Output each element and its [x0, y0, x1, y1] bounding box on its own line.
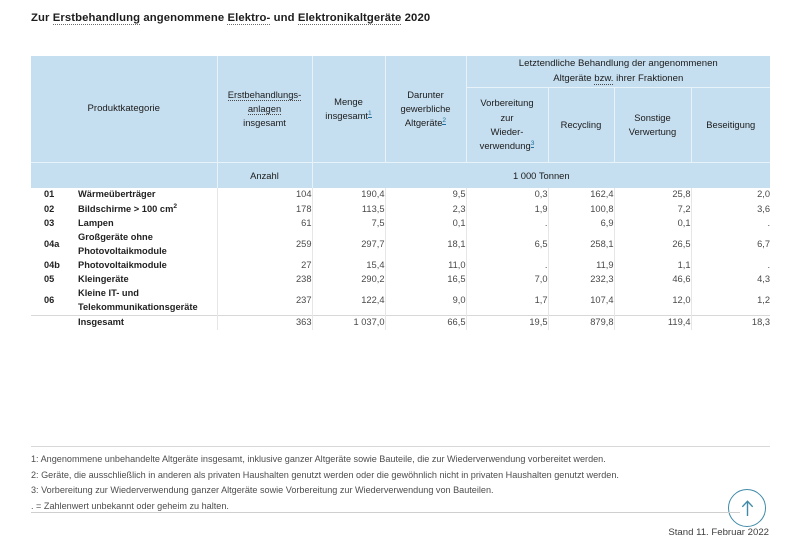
cell-plants: 237: [217, 287, 312, 315]
row-code: 04b: [31, 259, 78, 273]
header-gewerbliche-l3: Altgeräte: [404, 116, 443, 128]
row-code: [31, 315, 78, 329]
cell-disposal: 18,3: [691, 315, 770, 329]
stand-date: Stand 11. Februar 2022: [668, 527, 769, 538]
header-menge-l1: Menge: [334, 95, 363, 107]
row-name: [78, 287, 217, 315]
table-row: [31, 287, 770, 315]
header-sonstige-l1: Sonstige: [634, 111, 671, 123]
cell-recycling: 6,9: [548, 217, 614, 231]
cell-commercial: 9,0: [385, 287, 466, 315]
header-erstbehandlungsanlagen-l3: insgesamt: [243, 116, 286, 128]
cell-disposal: .: [691, 259, 770, 273]
cell-amount: 190,4: [312, 188, 385, 202]
row-code: 06: [31, 287, 78, 315]
table-row: [31, 188, 770, 202]
cell-other: 1,1: [614, 259, 691, 273]
header-group-l2a: Altgeräte: [553, 73, 595, 85]
cell-other: 0,1: [614, 217, 691, 231]
cell-other: 7,2: [614, 202, 691, 217]
cell-other: 25,8: [614, 188, 691, 202]
cell-amount: 297,7: [312, 231, 385, 259]
row-code: 03: [31, 217, 78, 231]
cell-reuse: 6,5: [466, 231, 548, 259]
row-name: [78, 188, 217, 202]
row-name-text: Wärmeüberträger: [78, 189, 156, 200]
header-sonstige-verwertung: [614, 87, 691, 162]
cell-commercial: 0,1: [385, 217, 466, 231]
header-beseitigung: Beseitigung: [691, 87, 770, 162]
cell-commercial: 2,3: [385, 202, 466, 217]
cell-amount: 290,2: [312, 273, 385, 287]
cell-reuse: 1,7: [466, 287, 548, 315]
cell-commercial: 18,1: [385, 231, 466, 259]
header-produktkategorie: Produktkategorie: [31, 56, 217, 162]
row-name-text: Insgesamt: [78, 316, 124, 327]
cell-amount: 7,5: [312, 217, 385, 231]
row-name-text: Großgeräte ohne Photovoltaikmodule: [78, 232, 167, 257]
cell-reuse: .: [466, 217, 548, 231]
header-row-1: [31, 56, 770, 87]
footnote-line: 2: Geräte, die ausschließlich in anderen als privaten Haushalten genutzt werden oder die gewöhnlich nicht in privaten Haushalten genutzt werden.: [31, 469, 619, 480]
table-row: [31, 202, 770, 217]
cell-plants: 238: [217, 273, 312, 287]
header-erstbehandlungsanlagen-l2: anlagen: [247, 102, 282, 114]
header-group-l2b: ihrer Fraktionen: [613, 73, 684, 85]
header-menge-insgesamt: [312, 56, 385, 162]
data-table-container: [31, 56, 770, 330]
cell-plants: 363: [217, 315, 312, 329]
cell-disposal: 2,0: [691, 188, 770, 202]
cell-other: 46,6: [614, 273, 691, 287]
table-row: [31, 315, 770, 329]
footnote-ref-2[interactable]: 2: [442, 116, 447, 124]
row-code: 05: [31, 273, 78, 287]
header-recycling: Recycling: [548, 87, 614, 162]
row-name-text: Photovoltaikmodule: [78, 259, 167, 270]
footer-divider: [31, 512, 740, 513]
table-bottom-rule: [31, 446, 770, 447]
cell-amount: 122,4: [312, 287, 385, 315]
cell-recycling: 100,8: [548, 202, 614, 217]
footnote-line: 3: Vorbereitung zur Wiederverwendung ganzer Altgeräte sowie Vorbereitung zur Wiederverwendung von Bauteilen.: [31, 485, 494, 496]
cell-amount: 113,5: [312, 202, 385, 217]
row-code: 01: [31, 188, 78, 202]
cell-plants: 27: [217, 259, 312, 273]
row-name-text: Kleine IT- und Telekommunikationsgeräte: [78, 287, 198, 312]
header-vorbereitung-l3: Wieder-: [490, 125, 524, 137]
cell-recycling: 879,8: [548, 315, 614, 329]
header-unit-anzahl: Anzahl: [217, 162, 312, 188]
cell-amount: 15,4: [312, 259, 385, 273]
cell-disposal: 1,2: [691, 287, 770, 315]
cell-reuse: 1,9: [466, 202, 548, 217]
cell-plants: 61: [217, 217, 312, 231]
table-row: [31, 259, 770, 273]
cell-recycling: 162,4: [548, 188, 614, 202]
row-name-text: Kleingeräte: [78, 273, 129, 284]
table-head: [31, 56, 770, 188]
back-to-top-button[interactable]: [728, 489, 766, 527]
row-name-text: Bildschirme > 100 cm: [78, 204, 174, 215]
row-name: [78, 273, 217, 287]
row-name: [78, 217, 217, 231]
cell-commercial: 11,0: [385, 259, 466, 273]
row-name: [78, 202, 217, 217]
cell-recycling: 107,4: [548, 287, 614, 315]
cell-reuse: .: [466, 259, 548, 273]
cell-recycling: 11,9: [548, 259, 614, 273]
header-group-letztendliche-behandlung: [466, 56, 770, 87]
table-row: [31, 217, 770, 231]
row-name-text: Lampen: [78, 218, 114, 229]
header-gewerbliche-l2: gewerbliche: [400, 102, 451, 114]
header-vorbereitung-wiederverwendung: [466, 87, 548, 162]
cell-amount: 1 037,0: [312, 315, 385, 329]
cell-reuse: 7,0: [466, 273, 548, 287]
cell-plants: 259: [217, 231, 312, 259]
header-gewerbliche-l1: Darunter: [407, 88, 444, 100]
row-code: 04a: [31, 231, 78, 259]
cell-recycling: 258,1: [548, 231, 614, 259]
cell-commercial: 66,5: [385, 315, 466, 329]
cell-other: 12,0: [614, 287, 691, 315]
page-title: Zur Erstbehandlung angenommene Elektro- und Elektronikaltgeräte 2020: [31, 12, 431, 24]
cell-disposal: .: [691, 217, 770, 231]
cell-recycling: 232,3: [548, 273, 614, 287]
header-vorbereitung-l1: Vorbereitung: [480, 97, 534, 109]
cell-commercial: 16,5: [385, 273, 466, 287]
row-name-superscript: 2: [173, 203, 178, 211]
header-vorbereitung-l4: verwendung: [479, 139, 531, 151]
header-erstbehandlungsanlagen-l1: Erstbehandlungs-: [227, 88, 302, 100]
cell-plants: 178: [217, 202, 312, 217]
header-group-bzw: bzw.: [594, 73, 614, 85]
table-body: [31, 188, 770, 329]
header-sonstige-l2: Verwertung: [628, 125, 677, 137]
cell-other: 26,5: [614, 231, 691, 259]
row-name: [78, 231, 217, 259]
cell-other: 119,4: [614, 315, 691, 329]
cell-reuse: 0,3: [466, 188, 548, 202]
cell-reuse: 19,5: [466, 315, 548, 329]
arrow-up-icon: [739, 499, 756, 518]
cell-plants: 104: [217, 188, 312, 202]
header-unit-tonnen: 1 000 Tonnen: [312, 162, 770, 188]
header-row-units: [31, 162, 770, 188]
header-group-l1: Letztendliche Behandlung der angenommenen: [518, 58, 718, 69]
header-gewerbliche-altgeraete: [385, 56, 466, 162]
row-name: [78, 315, 217, 329]
table-row: [31, 231, 770, 259]
footnote-ref-3[interactable]: 3: [530, 139, 535, 147]
footnote-line: . = Zahlenwert unbekannt oder geheim zu halten.: [31, 500, 229, 511]
table-row: [31, 273, 770, 287]
waste-equipment-table: [31, 56, 770, 330]
row-code: 02: [31, 202, 78, 217]
cell-disposal: 6,7: [691, 231, 770, 259]
header-erstbehandlungsanlagen: [217, 56, 312, 162]
header-unit-blank: [31, 162, 217, 188]
header-vorbereitung-l2: zur: [500, 111, 514, 123]
cell-commercial: 9,5: [385, 188, 466, 202]
footnote-ref-1[interactable]: 1: [368, 109, 372, 117]
row-name: [78, 259, 217, 273]
footnotes-block: [31, 452, 773, 515]
footnote-line: 1: Angenommene unbehandelte Altgeräte insgesamt, inklusive ganzer Altgeräte sowie Bauteile, die zur Wiederverwendung vorbereitet werden.: [31, 454, 606, 464]
header-menge-l2: insgesamt: [325, 109, 369, 121]
cell-disposal: 3,6: [691, 202, 770, 217]
cell-disposal: 4,3: [691, 273, 770, 287]
